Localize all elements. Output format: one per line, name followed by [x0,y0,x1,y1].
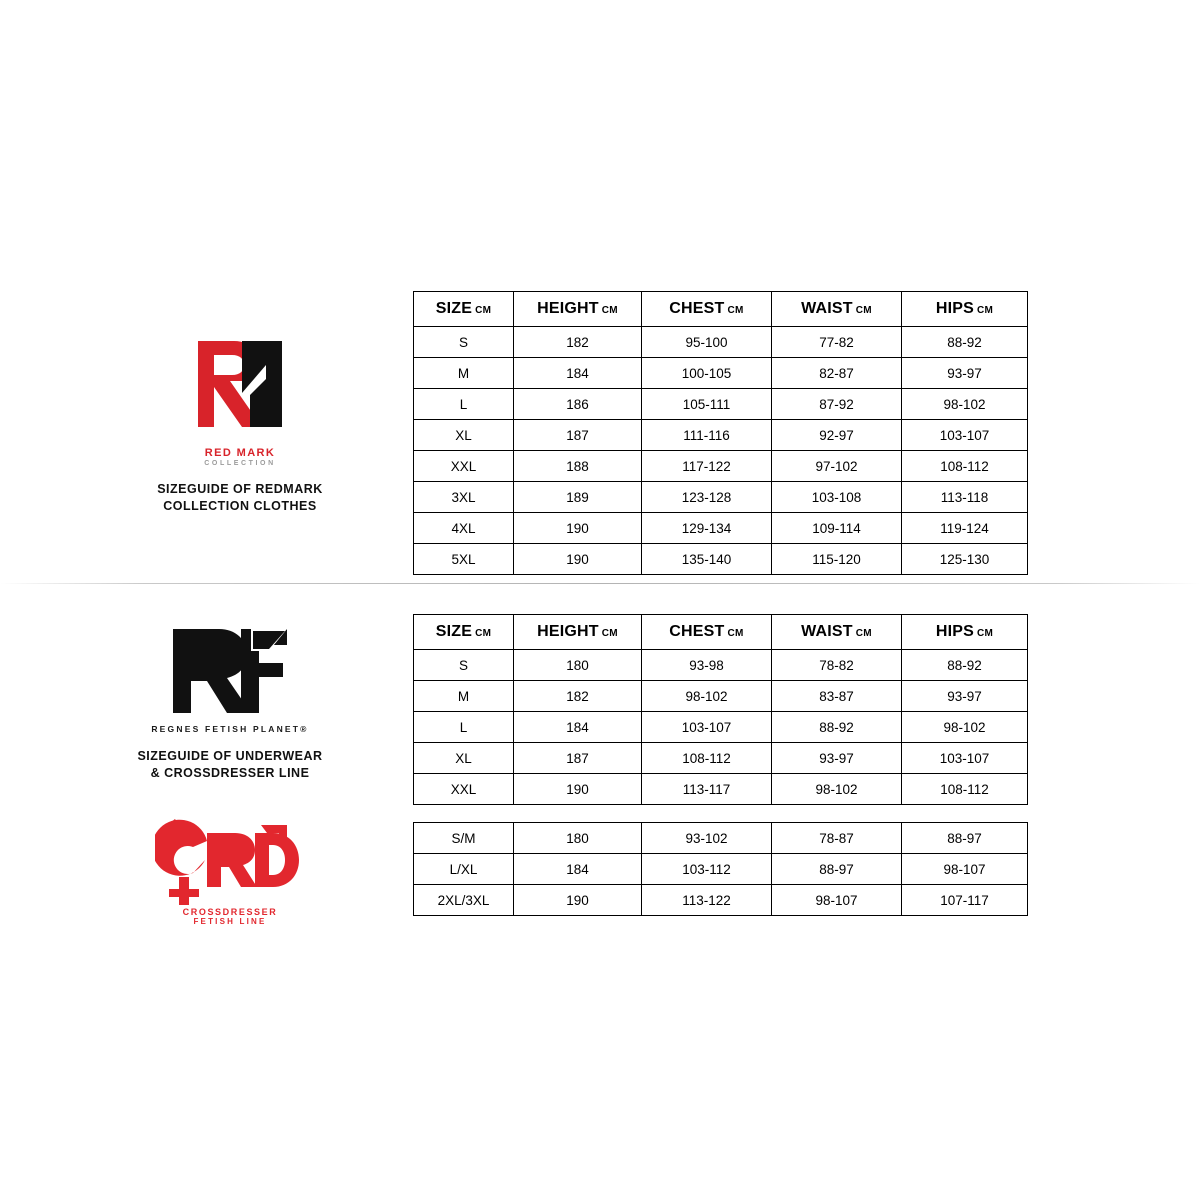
cell-chest: 105-111 [642,389,772,420]
cell-waist: 115-120 [772,544,902,575]
cell-waist: 97-102 [772,451,902,482]
brand-redmark [70,335,410,515]
cell-size: XXL [414,774,514,805]
cell-waist: 98-107 [772,885,902,916]
cell-size: XXL [414,451,514,482]
cell-hips: 103-107 [902,420,1028,451]
cell-hips: 103-107 [902,743,1028,774]
rfp-caption [60,748,400,782]
cell-hips: 107-117 [902,885,1028,916]
unit-cm: CM [475,305,492,316]
unit-cm: CM [977,305,994,316]
table-row [414,774,1028,805]
cell-waist: 82-87 [772,358,902,389]
cell-chest: 111-116 [642,420,772,451]
cell-waist: 93-97 [772,743,902,774]
column-header-hips: HIPS CM [902,615,1028,650]
cell-hips: 98-102 [902,712,1028,743]
column-header-height: HEIGHT CM [514,292,642,327]
cell-chest: 123-128 [642,482,772,513]
cell-size: 5XL [414,544,514,575]
cell-chest: 113-122 [642,885,772,916]
cell-height: 186 [514,389,642,420]
column-header-size: SIZE CM [414,615,514,650]
unit-cm: CM [475,628,492,639]
rfp-wordmark: REGNES FETISH PLANET® [151,724,309,734]
cell-height: 190 [514,774,642,805]
table-header-row [414,615,1028,650]
cell-waist: 78-87 [772,823,902,854]
cell-hips: 108-112 [902,774,1028,805]
cell-hips: 88-92 [902,327,1028,358]
cell-size: XL [414,420,514,451]
cell-hips: 88-92 [902,650,1028,681]
cell-chest: 98-102 [642,681,772,712]
table-row [414,482,1028,513]
table-row [414,854,1028,885]
table-row [414,327,1028,358]
crd-subtitle: FETISH LINE [193,917,267,926]
crd-wordmark: CROSSDRESSER [182,907,278,917]
cell-height: 184 [514,712,642,743]
column-header-height: HEIGHT CM [514,615,642,650]
cell-height: 184 [514,358,642,389]
crd-logo-icon [155,815,305,905]
rfp-caption-line1: SIZEGUIDE OF UNDERWEAR [137,749,323,763]
table-row [414,712,1028,743]
unit-cm: CM [601,305,618,316]
cell-waist: 78-82 [772,650,902,681]
redmark-caption-line2: COLLECTION CLOTHES [163,498,317,513]
unit-cm: CM [727,305,744,316]
cell-hips: 98-107 [902,854,1028,885]
cell-hips: 119-124 [902,513,1028,544]
table-row [414,743,1028,774]
cell-hips: 93-97 [902,358,1028,389]
unit-cm: CM [855,305,872,316]
cell-hips: 98-102 [902,389,1028,420]
unit-cm: CM [601,628,618,639]
table-redmark-sizes [413,291,1028,575]
unit-cm: CM [727,628,744,639]
cell-waist: 87-92 [772,389,902,420]
redmark-subtitle: COLLECTION [204,460,276,467]
table-row [414,544,1028,575]
table-row [414,358,1028,389]
section-divider [0,583,1200,584]
cell-height: 180 [514,650,642,681]
cell-chest: 103-107 [642,712,772,743]
table-row [414,823,1028,854]
cell-height: 187 [514,420,642,451]
cell-height: 190 [514,544,642,575]
cell-height: 189 [514,482,642,513]
cell-height: 182 [514,681,642,712]
cell-hips: 113-118 [902,482,1028,513]
cell-waist: 83-87 [772,681,902,712]
brand-rfp [60,625,400,782]
cell-chest: 129-134 [642,513,772,544]
cell-size: 3XL [414,482,514,513]
brand-crd [60,815,400,926]
unit-cm: CM [855,628,872,639]
cell-size: XL [414,743,514,774]
cell-waist: 109-114 [772,513,902,544]
cell-waist: 88-92 [772,712,902,743]
table-row [414,389,1028,420]
cell-size: S [414,327,514,358]
column-header-size: SIZE CM [414,292,514,327]
cell-chest: 108-112 [642,743,772,774]
column-header-chest: CHEST CM [642,615,772,650]
cell-size: S [414,650,514,681]
cell-size: L/XL [414,854,514,885]
cell-waist: 98-102 [772,774,902,805]
cell-hips: 125-130 [902,544,1028,575]
cell-height: 182 [514,327,642,358]
cell-size: 2XL/3XL [414,885,514,916]
cell-height: 187 [514,743,642,774]
cell-hips: 108-112 [902,451,1028,482]
table-underwear-sizes [413,614,1028,805]
cell-waist: 92-97 [772,420,902,451]
redmark-wordmark: RED MARK [204,447,276,459]
table-row [414,451,1028,482]
cell-size: L [414,712,514,743]
cell-chest: 100-105 [642,358,772,389]
cell-chest: 135-140 [642,544,772,575]
cell-chest: 93-102 [642,823,772,854]
column-header-waist: WAIST CM [772,292,902,327]
rfp-caption-line2: & CROSSDRESSER LINE [150,765,310,780]
table-row [414,681,1028,712]
redmark-caption [70,481,410,515]
unit-cm: CM [977,628,994,639]
cell-chest: 93-98 [642,650,772,681]
table-row [414,650,1028,681]
cell-hips: 88-97 [902,823,1028,854]
column-header-chest: CHEST CM [642,292,772,327]
cell-size: M [414,358,514,389]
cell-size: 4XL [414,513,514,544]
cell-hips: 93-97 [902,681,1028,712]
redmark-caption-line1: SIZEGUIDE OF REDMARK [157,482,323,496]
rfp-logo-icon [165,625,295,717]
cell-chest: 117-122 [642,451,772,482]
cell-waist: 88-97 [772,854,902,885]
cell-size: L [414,389,514,420]
cell-height: 190 [514,885,642,916]
table-row [414,420,1028,451]
cell-chest: 95-100 [642,327,772,358]
cell-chest: 103-112 [642,854,772,885]
cell-chest: 113-117 [642,774,772,805]
column-header-waist: WAIST CM [772,615,902,650]
table-row [414,885,1028,916]
cell-size: S/M [414,823,514,854]
table-row [414,513,1028,544]
cell-height: 180 [514,823,642,854]
cell-height: 188 [514,451,642,482]
cell-height: 190 [514,513,642,544]
table-crossdresser-sizes [413,822,1028,916]
cell-height: 184 [514,854,642,885]
redmark-logo-icon [180,335,300,445]
column-header-hips: HIPS CM [902,292,1028,327]
cell-waist: 77-82 [772,327,902,358]
cell-waist: 103-108 [772,482,902,513]
table-header-row [414,292,1028,327]
cell-size: M [414,681,514,712]
